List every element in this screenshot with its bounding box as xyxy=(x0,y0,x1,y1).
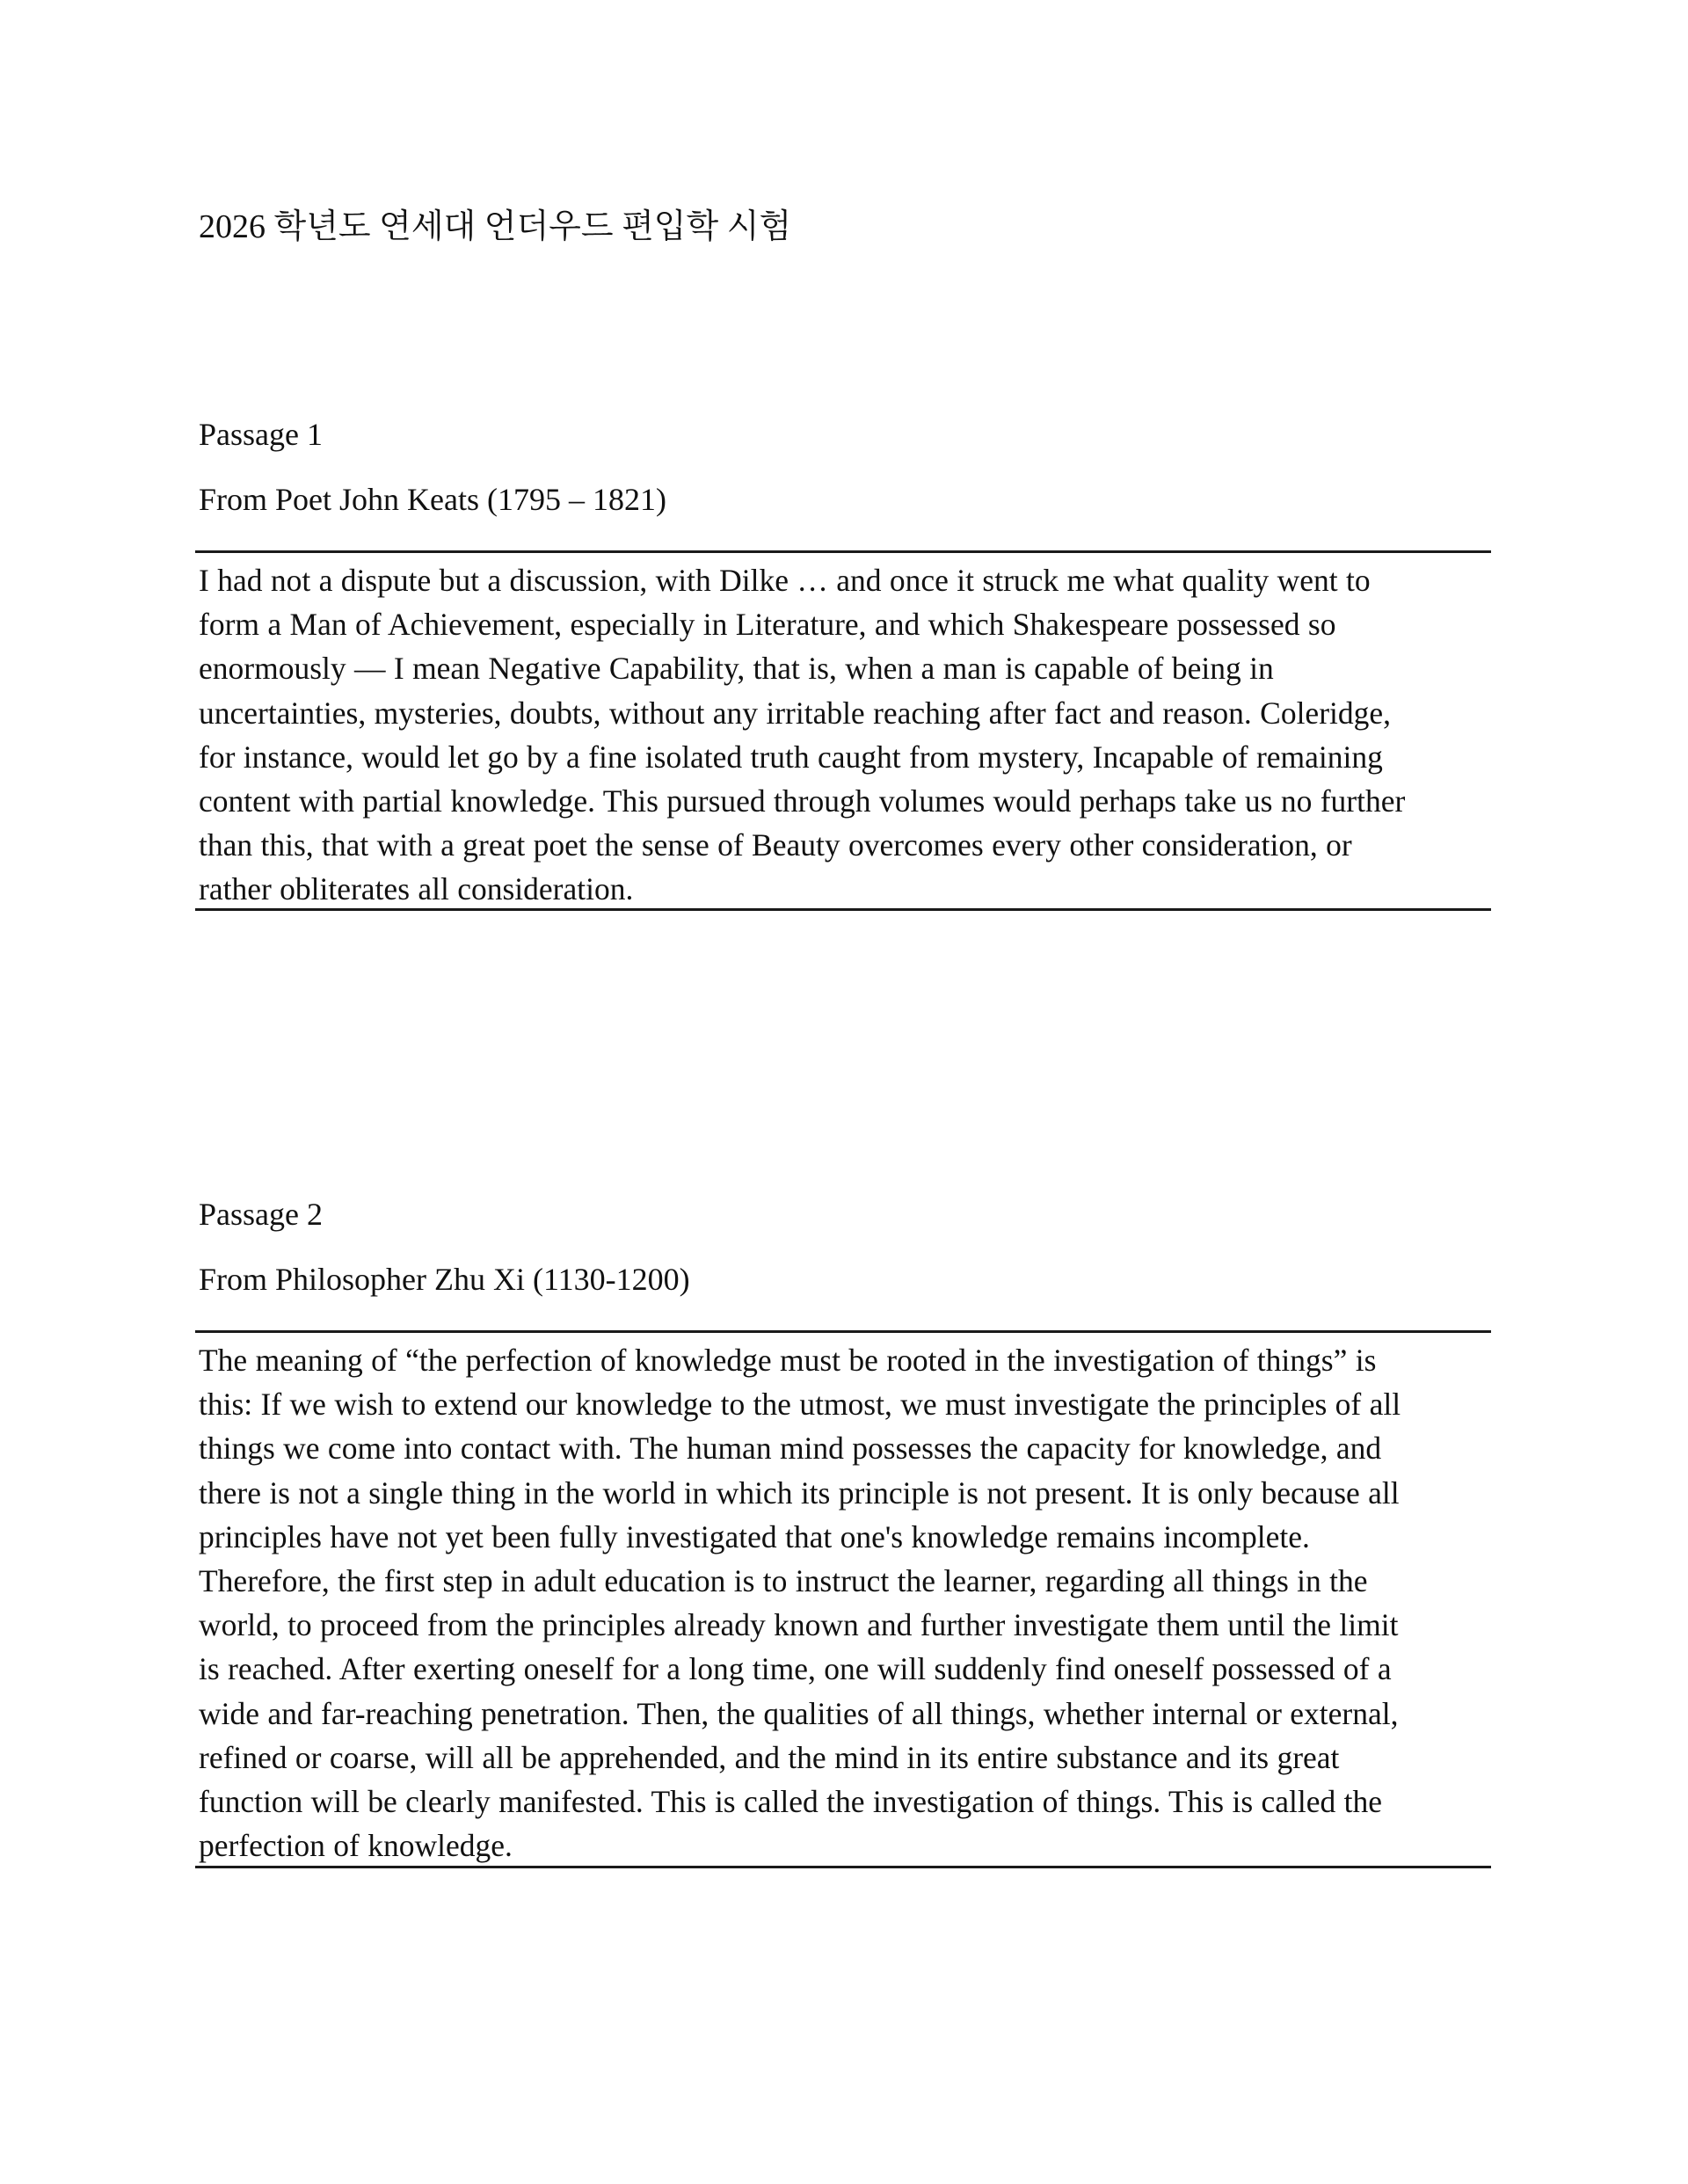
passage-line: form a Man of Achievement, especially in Literature, and which Shakespeare possessed so xyxy=(199,607,1336,643)
passage-text xyxy=(195,1333,1491,1875)
passage-line: function will be clearly manifested. This is called the investigation of things. This is called the xyxy=(199,1784,1383,1820)
passage-line: uncertainties, mysteries, doubts, without any irritable reaching after fact and reason. Coleridge, xyxy=(199,695,1392,731)
passage-line: refined or coarse, will all be apprehended, and the mind in its entire substance and its great xyxy=(199,1739,1340,1775)
passage-line: for instance, would let go by a fine isolated truth caught from mystery, Incapable of remaining xyxy=(199,739,1383,775)
passage-source: From Poet John Keats (1795 – 1821) xyxy=(199,482,666,517)
passage-text xyxy=(195,553,1491,919)
passage-line: there is not a single thing in the world in which its principle is not present. It is only because all xyxy=(199,1474,1400,1511)
passage-line: principles have not yet been fully investigated that one's knowledge remains incomplete. xyxy=(199,1518,1310,1554)
passage-line: wide and far-reaching penetration. Then, the qualities of all things, whether internal or external, xyxy=(199,1695,1399,1731)
passage-line: things we come into contact with. The human mind possesses the capacity for knowledge, and xyxy=(199,1431,1382,1467)
passage-line: I had not a dispute but a discussion, with Dilke … and once it struck me what quality went to xyxy=(199,563,1371,598)
passage-text-box xyxy=(195,1330,1491,1868)
passage-label: Passage 2 xyxy=(199,1197,323,1232)
passage-line: content with partial knowledge. This pursued through volumes would perhaps take us no further xyxy=(199,783,1406,819)
passage-text-box xyxy=(195,550,1491,911)
passage-line: than this, that with a great poet the sense of Beauty overcomes every other consideration, or xyxy=(199,827,1352,863)
passage-line: Therefore, the first step in adult education is to instruct the learner, regarding all things in the xyxy=(199,1563,1368,1599)
passage-source: From Philosopher Zhu Xi (1130-1200) xyxy=(199,1262,690,1297)
passage-line: The meaning of “the perfection of knowledge must be rooted in the investigation of things” is xyxy=(199,1343,1377,1378)
passage-line: enormously — I mean Negative Capability, that is, when a man is capable of being in xyxy=(199,651,1274,687)
document-title: 2026 학년도 연세대 언더우드 편입학 시험 xyxy=(199,208,792,245)
passage-line: is reached. After exerting oneself for a long time, one will suddenly find oneself possessed of a xyxy=(199,1651,1392,1687)
passage-line: rather obliterates all consideration. xyxy=(199,871,634,907)
passage-line: this: If we wish to extend our knowledge to the utmost, we must investigate the principles of all xyxy=(199,1387,1401,1423)
passage-label: Passage 1 xyxy=(199,417,323,452)
passage-line: perfection of knowledge. xyxy=(199,1828,513,1864)
passage-line: world, to proceed from the principles already known and further investigate them until the limit xyxy=(199,1607,1399,1643)
